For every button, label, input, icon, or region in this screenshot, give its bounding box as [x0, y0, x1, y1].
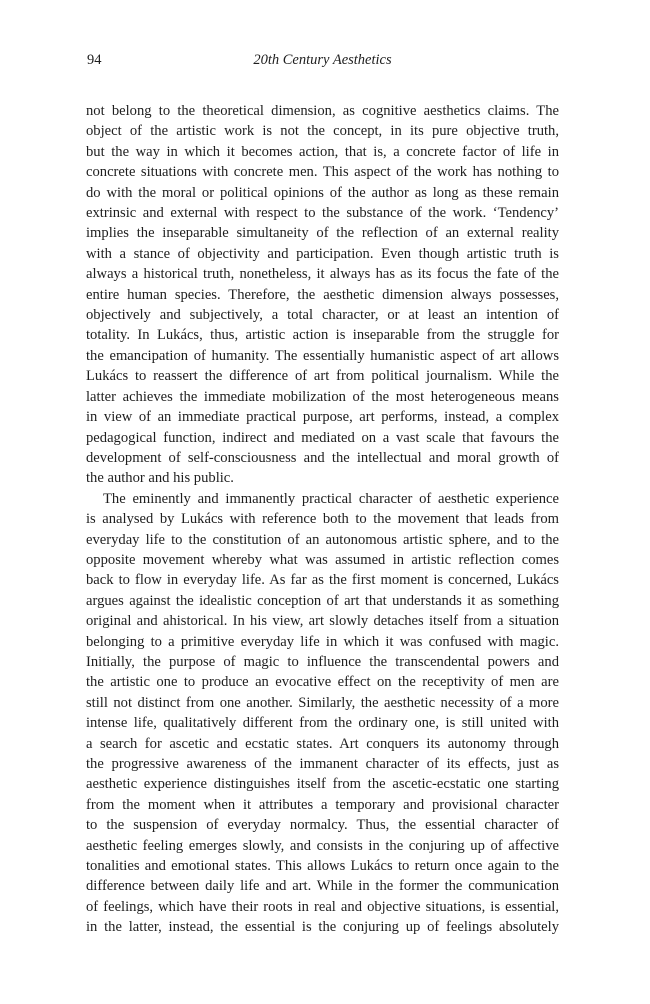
- text-line: development of self-consciousness and the intellectual and moral growth of: [86, 449, 559, 466]
- text-line: always a historical truth, nonetheless, it always has as its focus the fate of the: [86, 266, 559, 283]
- text-line: in view of an immediate practical purpose, art performs, instead, a complex: [86, 409, 559, 426]
- text-line: a search for ascetic and ecstatic states. Art conquers its autonomy through: [86, 735, 559, 752]
- text-line: Lukács to reassert the difference of art from political journalism. While the: [86, 368, 559, 385]
- text-line: the progressive awareness of the immanent character of its effects, just as: [86, 756, 559, 772]
- page-number: 94: [87, 52, 102, 68]
- text-line: to the suspension of everyday normalcy. Thus, the essential character of: [86, 817, 559, 834]
- text-line: totality. In Lukács, thus, artistic action is inseparable from the struggle for: [86, 327, 559, 344]
- text-line: with a stance of objectivity and participation. Even though artistic truth is: [86, 245, 559, 262]
- text-line: tonalities and emotional states. This allows Lukács to return once again to the: [86, 858, 559, 875]
- text-line: the author and his public.: [86, 470, 234, 487]
- text-line: The eminently and immanently practical character of aesthetic experience: [103, 490, 559, 507]
- text-line: but the way in which it becomes action, that is, a concrete factor of life in: [86, 143, 559, 160]
- text-line: original and ahistorical. In his view, art slowly detaches itself from a situation: [86, 613, 559, 630]
- text-line: objectively and subjectively, a total character, or at least an intention of: [86, 307, 559, 324]
- text-line: pedagogical function, indirect and mediated on a vast scale that favours the: [86, 429, 559, 446]
- text-line: do with the moral or political opinions of the author as long as these remain: [86, 184, 559, 201]
- text-line: entire human species. Therefore, the aesthetic dimension always possesses,: [86, 286, 559, 303]
- text-line: the artistic one to produce an evocative effect on the receptivity of men are: [86, 674, 559, 691]
- text-line: still not distinct from one another. Similarly, the aesthetic necessity of a more: [86, 694, 559, 711]
- text-line: from the moment when it attributes a temporary and provisional character: [86, 796, 559, 813]
- text-line: latter achieves the immediate mobilization of the most heterogeneous means: [86, 388, 559, 405]
- running-head: [87, 52, 558, 72]
- text-line: intense life, qualitatively different from the ordinary one, is still united with: [86, 715, 559, 732]
- text-line: difference between daily life and art. While in the former the communication: [86, 878, 559, 895]
- text-line: everyday life to the constitution of an autonomous artistic sphere, and to the: [86, 531, 559, 548]
- text-line: back to flow in everyday life. As far as the first moment is concerned, Lukács: [86, 572, 559, 589]
- text-line: opposite movement whereby what was assumed in artistic reflection comes: [86, 551, 559, 568]
- text-line: aesthetic feeling emerges slowly, and consists in the conjuring up of affective: [86, 837, 559, 854]
- text-line: in the latter, instead, the essential is the conjuring up of feelings absolutely: [86, 919, 559, 936]
- text-line: Initially, the purpose of magic to influence the transcendental powers and: [86, 653, 559, 670]
- body-text: [86, 101, 559, 938]
- text-line: belonging to a primitive everyday life in which it was confused with magic.: [86, 633, 559, 650]
- paragraph-1: [86, 101, 559, 489]
- text-line: aesthetic experience distinguishes itself from the ascetic-ecstatic one starting: [86, 776, 559, 793]
- text-line: argues against the idealistic conception of art that understands it as something: [86, 592, 559, 609]
- text-line: the emancipation of humanity. The essentially humanistic aspect of art allows: [86, 347, 559, 364]
- text-line: implies the inseparable simultaneity of the reflection of an external reality: [86, 225, 559, 242]
- text-line: of feelings, which have their roots in real and objective situations, is essential,: [86, 898, 559, 915]
- text-line: object of the artistic work is not the concept, in its pure objective truth,: [86, 123, 559, 140]
- text-line: is analysed by Lukács with reference both to the movement that leads from: [86, 511, 559, 528]
- running-title: 20th Century Aesthetics: [253, 52, 392, 68]
- text-line: concrete situations with concrete men. This aspect of the work has nothing to: [86, 164, 559, 181]
- paragraph-2: [86, 489, 559, 938]
- text-line: not belong to the theoretical dimension, as cognitive aesthetics claims. The: [86, 103, 559, 119]
- text-line: extrinsic and external with respect to the substance of the work. ‘Tendency’: [86, 205, 559, 222]
